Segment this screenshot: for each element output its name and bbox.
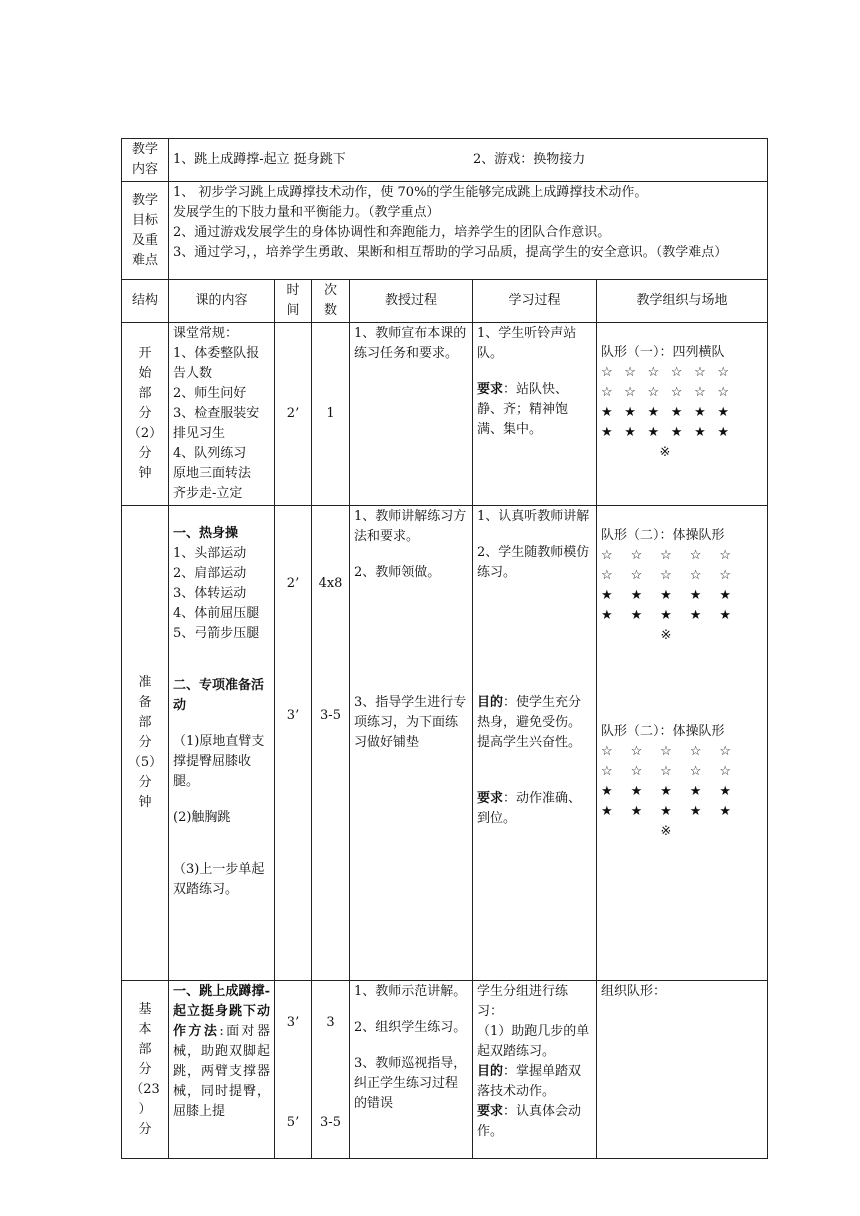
prep-teach xyxy=(350,506,473,981)
basic-count-2: 3-5 xyxy=(320,1115,341,1130)
hollow-star-row xyxy=(601,546,731,566)
solid-star-row xyxy=(601,403,729,423)
goal-line-4: 3、通过学习，，培养学生勇敢、果断和相互帮助的学习品质，提高学生的安全意识。（教学难点） xyxy=(173,245,728,260)
hollow-star-icon: ☆ xyxy=(601,568,613,583)
solid-star-row xyxy=(601,606,731,626)
row-prep-section xyxy=(122,506,768,981)
solid-star-icon: ★ xyxy=(660,784,672,799)
hollow-star-icon: ☆ xyxy=(719,764,731,779)
row-start-section xyxy=(122,323,768,506)
label-start-section: 开 始 部 分 （2） 分 钟 xyxy=(122,323,169,506)
hollow-star-row xyxy=(601,742,731,762)
teacher-mark-icon: ※ xyxy=(659,445,671,460)
solid-star-icon: ★ xyxy=(601,425,613,440)
formation-gym-2 xyxy=(601,742,763,842)
solid-star-icon: ★ xyxy=(601,804,613,819)
hollow-star-icon: ☆ xyxy=(660,744,672,759)
warmup-title: 一、热身操 xyxy=(173,526,239,541)
row-teaching-goals xyxy=(122,182,768,280)
hollow-star-icon: ☆ xyxy=(601,744,613,759)
row-headers xyxy=(122,280,768,323)
start-learn-req xyxy=(477,380,592,440)
label-prep-section: 准 备 部 分 （5） 分 钟 xyxy=(122,506,169,981)
label-teaching-content: 教学 内容 xyxy=(122,139,169,182)
teaching-goals-cell xyxy=(169,182,768,280)
start-org-title: 队形（一）：四列横队 xyxy=(601,345,725,360)
hollow-star-icon: ☆ xyxy=(670,385,683,400)
solid-star-icon: ★ xyxy=(647,405,660,420)
hollow-star-icon: ☆ xyxy=(719,548,731,563)
hollow-star-icon: ☆ xyxy=(717,385,729,400)
prep-teach-1: 1、教师讲解练习方法和要求。 xyxy=(354,509,467,544)
solid-star-icon: ★ xyxy=(601,784,613,799)
hollow-star-icon: ☆ xyxy=(689,744,702,759)
solid-star-icon: ★ xyxy=(689,608,702,623)
content-item-1: 1、跳上成蹲撑-起立 挺身跳下 xyxy=(173,152,346,167)
solid-star-icon: ★ xyxy=(630,588,643,603)
basic-teach-1: 1、教师示范讲解。 xyxy=(354,984,467,999)
basic-learn-req xyxy=(477,1102,592,1142)
basic-learn xyxy=(473,981,597,1159)
header-teach: 教授过程 xyxy=(350,280,473,323)
prep-teach-3: 3、指导学生进行专项练习，为下面练习做好铺垫 xyxy=(354,695,467,750)
basic-time-2: 5’ xyxy=(286,1115,300,1130)
header-time: 时 间 xyxy=(275,280,312,323)
prep-learn-req-label: 要求 xyxy=(477,791,504,806)
solid-star-icon: ★ xyxy=(660,608,672,623)
hollow-star-row xyxy=(601,762,731,782)
hollow-star-icon: ☆ xyxy=(717,365,729,380)
prep-time xyxy=(275,506,312,981)
solid-star-icon: ★ xyxy=(647,425,660,440)
solid-star-row xyxy=(601,586,731,606)
basic-content-title: 一、跳上成蹲撑-起立挺身跳下动作方法 xyxy=(173,984,270,1039)
solid-star-icon: ★ xyxy=(719,588,731,603)
header-count: 次 数 xyxy=(312,280,350,323)
prep-time-2: 3’ xyxy=(286,708,300,723)
solid-star-icon: ★ xyxy=(601,588,613,603)
hollow-star-icon: ☆ xyxy=(601,385,613,400)
row-basic-section xyxy=(122,981,768,1159)
hollow-star-icon: ☆ xyxy=(630,744,643,759)
solid-star-icon: ★ xyxy=(630,804,643,819)
hollow-star-icon: ☆ xyxy=(660,548,672,563)
header-content: 课的内容 xyxy=(169,280,275,323)
solid-star-icon: ★ xyxy=(670,405,683,420)
prep-teach-2: 2、教师领做。 xyxy=(354,565,441,580)
goal-line-3: 2、通过游戏发展学生的身体协调性和奔跑能力，培养学生的团队合作意识。 xyxy=(173,225,611,240)
solid-star-icon: ★ xyxy=(689,588,702,603)
basic-learn-req-label: 要求 xyxy=(477,1104,504,1119)
hollow-star-icon: ☆ xyxy=(630,548,643,563)
basic-content-body: :面对器械，助跑双脚起跳，两臂支撑器械，同时提臀，屈膝上提 xyxy=(173,1024,270,1119)
prep-count xyxy=(312,506,350,981)
basic-org xyxy=(597,981,768,1159)
start-learn-req-text: ：站队快、静、齐；精神饱满、集中。 xyxy=(477,382,569,437)
prep-learn-goal xyxy=(477,693,592,753)
basic-learn-goal xyxy=(477,1062,592,1102)
goal-line-2: 发展学生的下肢力量和平衡能力。（教学重点） xyxy=(173,205,440,220)
prep-learn xyxy=(473,506,597,981)
hollow-star-icon: ☆ xyxy=(689,548,702,563)
formation-gym-1 xyxy=(601,546,763,646)
solid-star-icon: ★ xyxy=(660,804,672,819)
basic-time xyxy=(275,981,312,1159)
start-org xyxy=(597,323,768,506)
basic-count-1: 3 xyxy=(326,1015,335,1030)
start-learn-req-label: 要求 xyxy=(477,382,504,397)
solid-star-icon: ★ xyxy=(717,425,729,440)
content-item-2: 2、游戏：换物接力 xyxy=(473,152,586,167)
lesson-plan-table xyxy=(121,138,768,1159)
solid-star-icon: ★ xyxy=(630,608,643,623)
prep-org-title-2: 队形（二）：体操队形 xyxy=(601,724,725,739)
start-teach: 1、教师宣布本课的练习任务和要求。 xyxy=(350,323,473,506)
hollow-star-icon: ☆ xyxy=(601,365,613,380)
basic-learn-req-text: ：认真体会动作。 xyxy=(477,1104,582,1139)
prep-org xyxy=(597,506,768,981)
header-structure: 结构 xyxy=(122,280,169,323)
hollow-star-icon: ☆ xyxy=(601,764,613,779)
hollow-star-icon: ☆ xyxy=(689,764,702,779)
prep-learn-goal-label: 目的 xyxy=(477,695,504,710)
prep-learn-req xyxy=(477,789,592,829)
label-basic-section: 基 本 部 分 （23 ） 分 xyxy=(122,981,169,1159)
hollow-star-row xyxy=(601,383,729,403)
solid-star-icon: ★ xyxy=(624,405,636,420)
hollow-star-icon: ☆ xyxy=(630,764,643,779)
solid-star-row xyxy=(601,423,729,443)
basic-learn-2: （1）助跑几步的单起双踏练习。 xyxy=(477,1024,590,1059)
prep-learn-req-text: ：动作准确、到位。 xyxy=(477,791,582,826)
solid-star-icon: ★ xyxy=(660,588,672,603)
teacher-mark-icon: ※ xyxy=(660,824,672,839)
solid-star-row xyxy=(601,802,731,822)
prep-learn-2: 2、学生随教师模仿练习。 xyxy=(477,545,590,580)
prep-count-1: 4x8 xyxy=(318,576,343,591)
prep-count-2: 3-5 xyxy=(320,708,341,723)
special-title: 二、专项准备活动 xyxy=(173,678,265,713)
solid-star-icon: ★ xyxy=(689,804,702,819)
special-item-1: （1)原地直臂支撑提臀屈膝收腿。 xyxy=(173,734,265,789)
hollow-star-icon: ☆ xyxy=(689,568,702,583)
goal-line-1: 1、 初步学习跳上成蹲撑技术动作，使 70%的学生能够完成跳上成蹲撑技术动作。 xyxy=(173,185,648,200)
prep-learn-1: 1、认真听教师讲解 xyxy=(477,509,590,524)
hollow-star-icon: ☆ xyxy=(670,365,683,380)
solid-star-icon: ★ xyxy=(601,608,613,623)
row-teaching-content xyxy=(122,139,768,182)
prep-org-title-1: 队形（二）：体操队形 xyxy=(601,528,725,543)
hollow-star-icon: ☆ xyxy=(624,385,636,400)
prep-content xyxy=(169,506,275,981)
solid-star-row xyxy=(601,782,731,802)
teacher-mark-icon: ※ xyxy=(660,628,672,643)
solid-star-icon: ★ xyxy=(694,425,706,440)
hollow-star-icon: ☆ xyxy=(647,365,660,380)
hollow-star-icon: ☆ xyxy=(660,568,672,583)
basic-learn-1: 学生分组进行练习： xyxy=(477,984,569,1019)
hollow-star-icon: ☆ xyxy=(719,744,731,759)
hollow-star-icon: ☆ xyxy=(647,385,660,400)
formation-four-rows xyxy=(601,363,763,463)
solid-star-icon: ★ xyxy=(717,405,729,420)
hollow-star-icon: ☆ xyxy=(694,385,706,400)
basic-learn-goal-text: ：掌握单踏双落技术动作。 xyxy=(477,1064,582,1099)
basic-teach xyxy=(350,981,473,1159)
solid-star-icon: ★ xyxy=(624,425,636,440)
solid-star-icon: ★ xyxy=(719,784,731,799)
solid-star-icon: ★ xyxy=(670,425,683,440)
header-learn: 学习过程 xyxy=(473,280,597,323)
solid-star-icon: ★ xyxy=(719,608,731,623)
solid-star-icon: ★ xyxy=(689,784,702,799)
teaching-content-cell xyxy=(169,139,768,182)
hollow-star-row xyxy=(601,566,731,586)
special-item-2: (2)触胸跳 xyxy=(173,810,231,825)
solid-star-icon: ★ xyxy=(694,405,706,420)
basic-org-title: 组织队形： xyxy=(601,984,667,999)
solid-star-icon: ★ xyxy=(630,784,643,799)
start-count: 1 xyxy=(312,323,350,506)
hollow-star-icon: ☆ xyxy=(694,365,706,380)
solid-star-icon: ★ xyxy=(719,804,731,819)
basic-teach-2: 2、组织学生练习。 xyxy=(354,1020,467,1035)
hollow-star-icon: ☆ xyxy=(630,568,643,583)
hollow-star-icon: ☆ xyxy=(660,764,672,779)
hollow-star-icon: ☆ xyxy=(624,365,636,380)
prep-time-1: 2’ xyxy=(286,576,300,591)
basic-content xyxy=(169,981,275,1159)
start-learn-line1: 1、学生听铃声站队。 xyxy=(477,326,577,361)
prep-learn-goal-text: ：使学生充分热身，避免受伤。提高学生兴奋性。 xyxy=(477,695,582,750)
start-time: 2’ xyxy=(275,323,312,506)
start-content: 课堂常规： 1、体委整队报告人数 2、师生问好 3、检查服装安排见习生 4、队列练习 原地三面转法 齐步走-立定 xyxy=(169,323,275,506)
label-teaching-goals: 教学 目标 及重 难点 xyxy=(122,182,169,280)
special-item-3: （3)上一步单起双踏练习。 xyxy=(173,862,265,897)
start-learn xyxy=(473,323,597,506)
basic-count xyxy=(312,981,350,1159)
hollow-star-row xyxy=(601,363,729,383)
basic-learn-goal-label: 目的 xyxy=(477,1064,504,1079)
basic-teach-3: 3、教师巡视指导，纠正学生练习过程的错误 xyxy=(354,1056,467,1111)
hollow-star-icon: ☆ xyxy=(719,568,731,583)
solid-star-icon: ★ xyxy=(601,405,613,420)
basic-time-1: 3’ xyxy=(286,1015,300,1030)
hollow-star-icon: ☆ xyxy=(601,548,613,563)
warmup-items: 1、头部运动 2、肩部运动 3、体转运动 4、体前屈压腿 5、弓箭步压腿 xyxy=(173,546,260,641)
header-org: 教学组织与场地 xyxy=(597,280,768,323)
